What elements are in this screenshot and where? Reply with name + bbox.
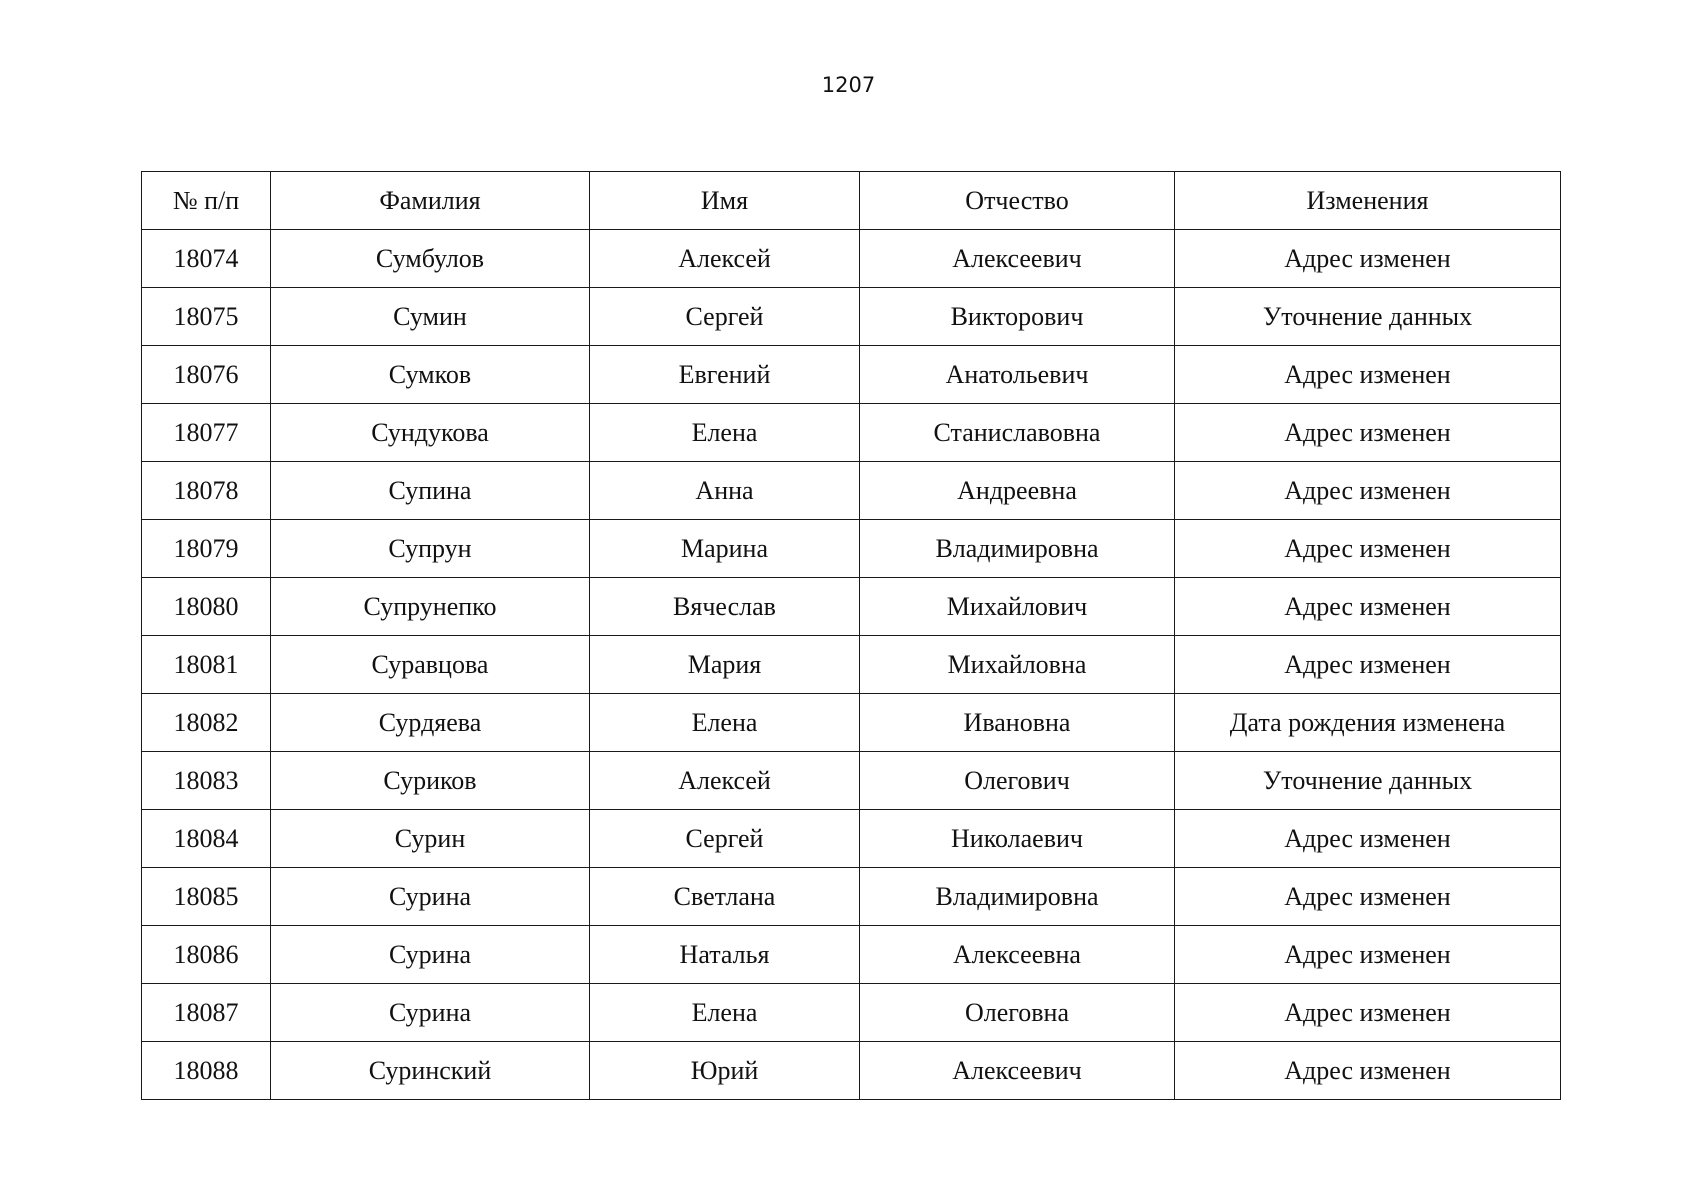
cell-first-name: Алексей	[590, 752, 860, 810]
cell-first-name: Елена	[590, 984, 860, 1042]
cell-number: 18079	[142, 520, 271, 578]
table-body	[142, 230, 1561, 1100]
cell-surname: Супрун	[271, 520, 590, 578]
page-number: 1207	[821, 73, 876, 97]
table-header	[142, 172, 1561, 230]
cell-patronymic: Олегович	[860, 752, 1175, 810]
cell-number: 18077	[142, 404, 271, 462]
cell-patronymic: Владимировна	[860, 868, 1175, 926]
table-row	[142, 694, 1561, 752]
cell-first-name: Елена	[590, 404, 860, 462]
cell-patronymic: Станиславовна	[860, 404, 1175, 462]
cell-surname: Супина	[271, 462, 590, 520]
cell-patronymic: Михайлович	[860, 578, 1175, 636]
cell-changes: Адрес изменен	[1175, 230, 1561, 288]
header-row	[142, 172, 1561, 230]
cell-changes: Адрес изменен	[1175, 810, 1561, 868]
cell-first-name: Мария	[590, 636, 860, 694]
header-surname: Фамилия	[271, 172, 590, 230]
cell-number: 18080	[142, 578, 271, 636]
cell-first-name: Сергей	[590, 810, 860, 868]
cell-changes: Адрес изменен	[1175, 404, 1561, 462]
cell-surname: Супрунепко	[271, 578, 590, 636]
cell-number: 18082	[142, 694, 271, 752]
cell-first-name: Марина	[590, 520, 860, 578]
cell-patronymic: Олеговна	[860, 984, 1175, 1042]
table-row	[142, 926, 1561, 984]
cell-number: 18084	[142, 810, 271, 868]
cell-patronymic: Алексеевна	[860, 926, 1175, 984]
cell-surname: Сундукова	[271, 404, 590, 462]
cell-surname: Сумбулов	[271, 230, 590, 288]
header-number: № п/п	[142, 172, 271, 230]
cell-surname: Суринский	[271, 1042, 590, 1100]
table-row	[142, 230, 1561, 288]
table-row	[142, 752, 1561, 810]
cell-first-name: Елена	[590, 694, 860, 752]
cell-patronymic: Андреевна	[860, 462, 1175, 520]
table-row	[142, 288, 1561, 346]
table-row	[142, 984, 1561, 1042]
table-row	[142, 1042, 1561, 1100]
cell-changes: Уточнение данных	[1175, 288, 1561, 346]
cell-surname: Сурин	[271, 810, 590, 868]
cell-changes: Адрес изменен	[1175, 926, 1561, 984]
cell-changes: Адрес изменен	[1175, 520, 1561, 578]
cell-surname: Суравцова	[271, 636, 590, 694]
cell-first-name: Светлана	[590, 868, 860, 926]
cell-changes: Адрес изменен	[1175, 868, 1561, 926]
cell-number: 18076	[142, 346, 271, 404]
table-row	[142, 404, 1561, 462]
cell-changes: Адрес изменен	[1175, 346, 1561, 404]
cell-surname: Суриков	[271, 752, 590, 810]
cell-surname: Сумин	[271, 288, 590, 346]
cell-first-name: Анна	[590, 462, 860, 520]
cell-first-name: Наталья	[590, 926, 860, 984]
cell-patronymic: Михайловна	[860, 636, 1175, 694]
cell-changes: Адрес изменен	[1175, 1042, 1561, 1100]
header-first-name: Имя	[590, 172, 860, 230]
cell-number: 18081	[142, 636, 271, 694]
cell-patronymic: Алексеевич	[860, 1042, 1175, 1100]
header-changes: Изменения	[1175, 172, 1561, 230]
header-patronymic: Отчество	[860, 172, 1175, 230]
cell-changes: Уточнение данных	[1175, 752, 1561, 810]
cell-number: 18074	[142, 230, 271, 288]
table-row	[142, 578, 1561, 636]
cell-number: 18086	[142, 926, 271, 984]
cell-surname: Сурина	[271, 926, 590, 984]
cell-changes: Дата рождения изменена	[1175, 694, 1561, 752]
cell-patronymic: Алексеевич	[860, 230, 1175, 288]
cell-patronymic: Викторович	[860, 288, 1175, 346]
table-row	[142, 636, 1561, 694]
cell-patronymic: Анатольевич	[860, 346, 1175, 404]
register-table	[141, 171, 1561, 1100]
cell-changes: Адрес изменен	[1175, 636, 1561, 694]
table-row	[142, 810, 1561, 868]
cell-surname: Сурина	[271, 984, 590, 1042]
cell-number: 18075	[142, 288, 271, 346]
cell-number: 18083	[142, 752, 271, 810]
table-row	[142, 346, 1561, 404]
cell-number: 18087	[142, 984, 271, 1042]
table-row	[142, 868, 1561, 926]
cell-first-name: Сергей	[590, 288, 860, 346]
cell-surname: Сурдяева	[271, 694, 590, 752]
cell-surname: Сумков	[271, 346, 590, 404]
cell-surname: Сурина	[271, 868, 590, 926]
cell-number: 18085	[142, 868, 271, 926]
cell-changes: Адрес изменен	[1175, 462, 1561, 520]
cell-patronymic: Владимировна	[860, 520, 1175, 578]
cell-patronymic: Ивановна	[860, 694, 1175, 752]
cell-first-name: Вячеслав	[590, 578, 860, 636]
cell-patronymic: Николаевич	[860, 810, 1175, 868]
cell-changes: Адрес изменен	[1175, 578, 1561, 636]
cell-first-name: Евгений	[590, 346, 860, 404]
table-row	[142, 520, 1561, 578]
cell-first-name: Алексей	[590, 230, 860, 288]
cell-number: 18078	[142, 462, 271, 520]
cell-first-name: Юрий	[590, 1042, 860, 1100]
table-row	[142, 462, 1561, 520]
cell-number: 18088	[142, 1042, 271, 1100]
cell-changes: Адрес изменен	[1175, 984, 1561, 1042]
